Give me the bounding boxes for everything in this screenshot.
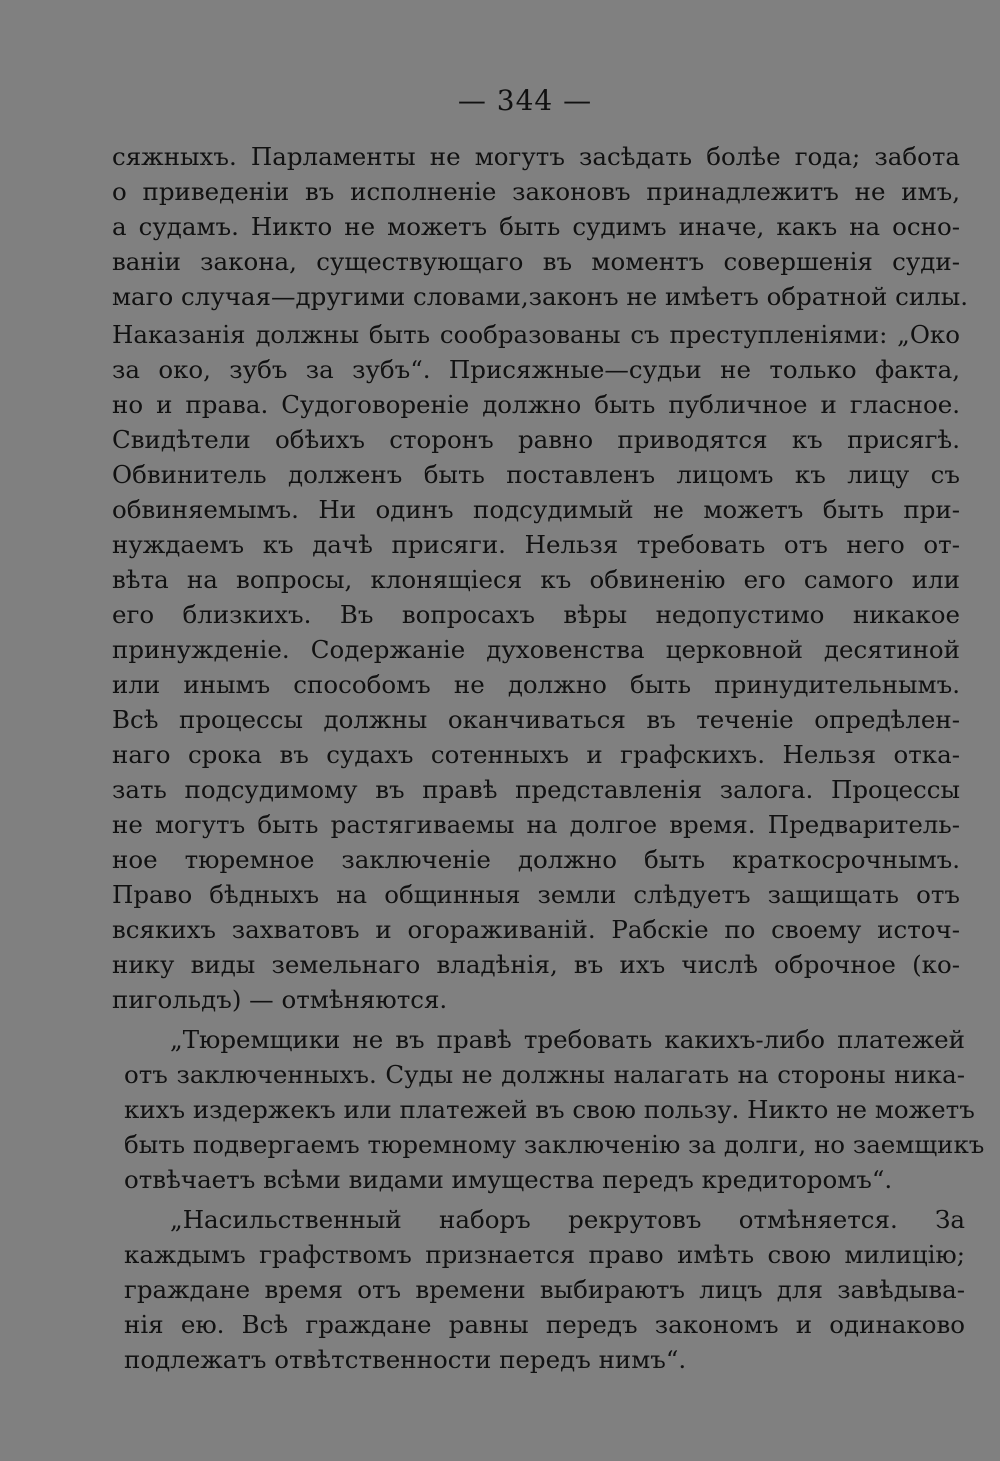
text-line: или инымъ способомъ не должно быть принудительнымъ. xyxy=(112,670,960,699)
text-line: ваніи закона, существующаго въ моментъ совершенія суди- xyxy=(112,247,960,276)
text-line: но и права. Судоговореніе должно быть публичное и гласное. xyxy=(112,390,960,419)
text-line: ное тюремное заключеніе должно быть краткосрочнымъ. xyxy=(112,845,960,874)
text-line: нику виды земельнаго владѣнія, въ ихъ числѣ оброчное (ко- xyxy=(112,950,960,979)
text-line: подлежатъ отвѣтственности передъ нимъ“. xyxy=(124,1345,687,1374)
text-line: принужденіе. Содержаніе духовенства церковной десятиной xyxy=(112,635,960,664)
text-line: отъ заключенныхъ. Суды не должны налагать на стороны ника- xyxy=(124,1060,965,1089)
text-line: быть подвергаемъ тюремному заключенію за долги, но заемщикъ xyxy=(124,1130,985,1159)
text-line: Всѣ процессы должны оканчиваться въ теченіе опредѣлен- xyxy=(112,705,960,734)
text-line: о приведеніи въ исполненіе законовъ принадлежитъ не имъ, xyxy=(112,177,960,206)
text-line: обвиняемымъ. Ни одинъ подсудимый не можетъ быть при- xyxy=(112,495,960,524)
text-line: Наказанія должны быть сообразованы съ преступленіями: „Око xyxy=(112,320,960,349)
text-line: каждымъ графствомъ признается право имѣть свою милицію; xyxy=(124,1240,965,1269)
page-number: — 344 — xyxy=(457,84,593,117)
text-line: кихъ издержекъ или платежей въ свою пользу. Никто не можетъ xyxy=(124,1095,975,1124)
text-line: вѣта на вопросы, клонящіеся къ обвиненію его самого или xyxy=(112,565,960,594)
text-line: нія ею. Всѣ граждане равны передъ закономъ и одинаково xyxy=(124,1310,965,1339)
text-line: его близкихъ. Въ вопросахъ вѣры недопустимо никакое xyxy=(112,600,960,629)
text-line: всякихъ захватовъ и огораживаній. Рабскіе по своему источ- xyxy=(112,915,960,944)
text-line: за око, зубъ за зубъ“. Присяжные—судьи не только факта, xyxy=(112,355,960,384)
text-line: маго случая—другими словами,законъ не имѣетъ обратной силы. xyxy=(112,282,969,311)
text-line: наго срока въ судахъ сотенныхъ и графскихъ. Нельзя отка- xyxy=(112,740,960,769)
text-line: Право бѣдныхъ на общинныя земли слѣдуетъ защищать отъ xyxy=(112,880,960,909)
text-line: сяжныхъ. Парламенты не могутъ засѣдать болѣе года; забота xyxy=(112,142,960,171)
text-line: нуждаемъ къ дачѣ присяги. Нельзя требовать отъ него от- xyxy=(112,530,960,559)
text-line: а судамъ. Никто не можетъ быть судимъ иначе, какъ на осно- xyxy=(112,212,960,241)
text-line: Свидѣтели обѣихъ сторонъ равно приводятся къ присягѣ. xyxy=(112,425,960,454)
text-line: пигольдъ) — отмѣняются. xyxy=(112,985,448,1014)
text-line: „Тюремщики не въ правѣ требовать какихъ-либо платежей xyxy=(170,1025,965,1054)
text-line: не могутъ быть растягиваемы на долгое время. Предваритель- xyxy=(112,810,960,839)
text-line: зать подсудимому въ правѣ представленія залога. Процессы xyxy=(112,775,960,804)
text-line: „Насильственный наборъ рекрутовъ отмѣняется. За xyxy=(170,1205,965,1234)
text-line: отвѣчаетъ всѣми видами имущества передъ кредиторомъ“. xyxy=(124,1165,893,1194)
text-line: граждане время отъ времени выбираютъ лицъ для завѣдыва- xyxy=(124,1275,965,1304)
text-line: Обвинитель долженъ быть поставленъ лицомъ къ лицу съ xyxy=(112,460,960,489)
